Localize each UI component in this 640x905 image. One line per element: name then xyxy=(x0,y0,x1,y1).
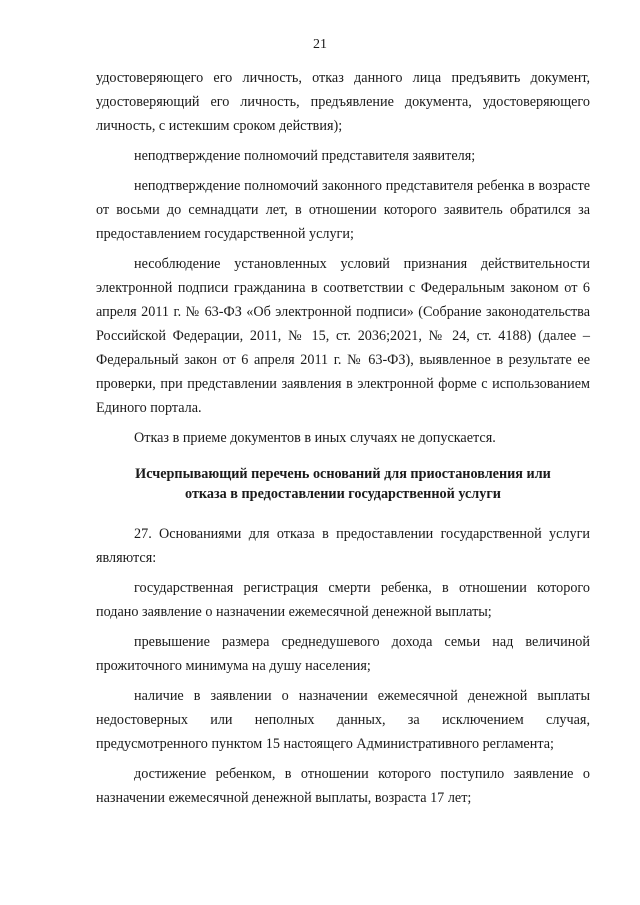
paragraph-death-registration: государственная регистрация смерти ребенка, в отношении которого подано заявление о назначении ежемесячной денежной выплаты; xyxy=(96,580,590,620)
document-body xyxy=(96,66,590,816)
paragraph-child-age: достижение ребенком, в отношении которого поступило заявление о назначении ежемесячной денежной выплаты, возраста 17 лет; xyxy=(96,766,590,806)
page-number: 21 xyxy=(313,37,327,52)
section-heading-line-1: Исчерпывающий перечень оснований для приостановления или xyxy=(135,466,551,482)
paragraph-representative-authority: неподтверждение полномочий представителя заявителя; xyxy=(134,148,476,164)
paragraph-continued: удостоверяющего его личность, отказ данного лица предъявить документ, удостоверяющий его личность, предъявление документа, удостоверяющего личность, с истекшим сроком действия); xyxy=(96,70,590,134)
paragraph-inaccurate-data: наличие в заявлении о назначении ежемесячной денежной выплаты недостоверных или неполных данных, за исключением случая, предусмотренного пунктом 15 настоящего Административного регламента; xyxy=(96,688,590,752)
section-heading xyxy=(96,464,590,504)
paragraph-income-excess: превышение размера среднедушевого дохода семьи над величиной прожиточного минимума на душу населения; xyxy=(96,634,590,674)
paragraph-legal-representative: неподтверждение полномочий законного представителя ребенка в возрасте от восьми до семнадцати лет, в отношении которого заявитель обратился за предоставлением государственной услуги; xyxy=(96,178,590,242)
section-heading-line-2: отказа в предоставлении государственной услуги xyxy=(185,486,501,502)
paragraph-electronic-signature: несоблюдение установленных условий признания действительности электронной подписи гражданина в соответствии с Федеральным законом от 6 апреля 2011 г. № 63-ФЗ «Об электронной подписи» (Собрание законодательства Российской Федерации, 2011, № 15, ст. 2036;2021, № 24, ст. 4188) (далее – Федеральный закон от 6 апреля 2011 г. № 63-ФЗ), выявленное в результате ее проверки, при представлении заявления в электронной форме с использованием Единого портала. xyxy=(96,256,590,416)
paragraph-refusal-grounds: 27. Основаниями для отказа в предоставлении государственной услуги являются: xyxy=(96,526,590,566)
paragraph-other-cases: Отказ в приеме документов в иных случаях не допускается. xyxy=(134,430,496,446)
